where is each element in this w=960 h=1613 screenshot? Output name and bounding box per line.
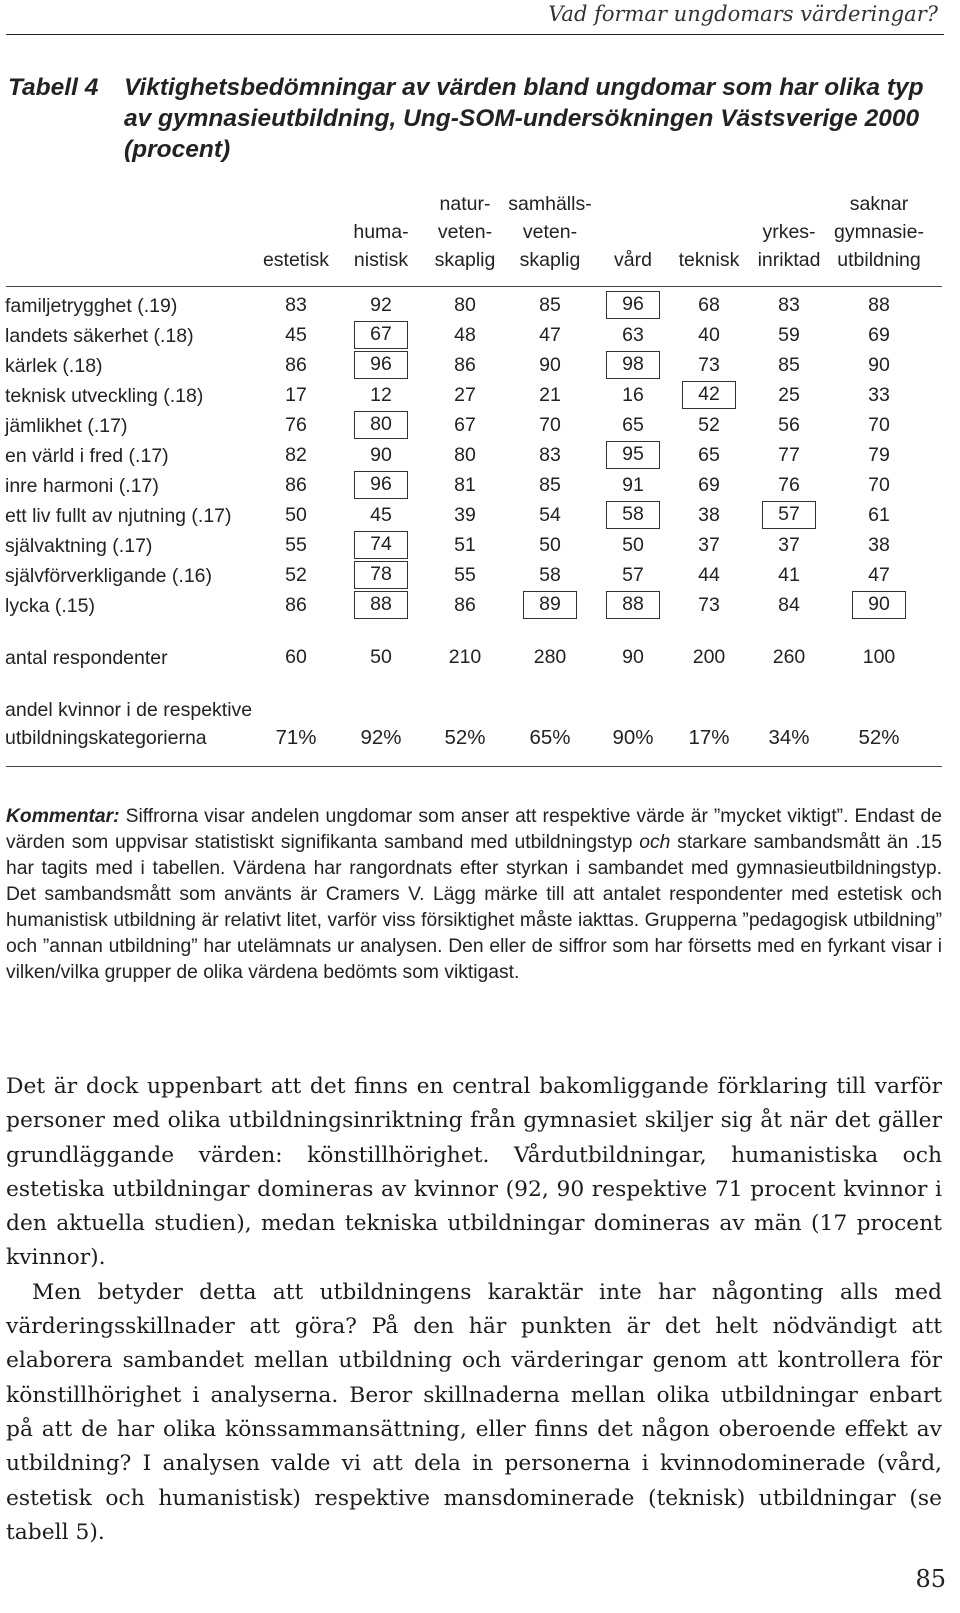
women-share-cell: 92% [360, 726, 402, 749]
table-cell: 76 [778, 474, 800, 496]
table-cell-highlighted: 57 [762, 501, 816, 529]
table-cell: 83 [539, 444, 561, 466]
comment-lead: Kommentar: [6, 806, 120, 827]
table-cell: 50 [539, 534, 561, 556]
respondents-cell: 50 [370, 646, 392, 668]
table-cell: 47 [868, 564, 890, 586]
table-cell-highlighted: 98 [606, 351, 660, 379]
table-cell: 70 [539, 414, 561, 436]
column-header-line: huma- [353, 221, 409, 243]
row-label: jämlikhet (.17) [5, 415, 128, 437]
respondents-cell: 60 [285, 646, 307, 668]
header-separator-rule [6, 286, 942, 287]
table-cell: 84 [778, 594, 800, 616]
table-cell: 40 [698, 324, 720, 346]
table-cell-highlighted: 78 [354, 561, 408, 589]
table-cell: 25 [778, 384, 800, 406]
table-cell-highlighted: 58 [606, 501, 660, 529]
table-cell: 91 [622, 474, 644, 496]
comment-text-2: starkare sambandsmått än .15 har tagits med i tabellen. Värdena har rangordnats efter styrkan i sambandet med gymnasieutbildningstyp. Det sambandsmått som använts är Cramers V. Lägg märke till att antalet respondenter med estetisk och humanistisk utbildning är relativt litet, varför viss försiktighet måste iakttas. Grupperna ”pedagogisk utbildning” och ”annan utbildning” har utelämnats ur analysen. Den eller de siffror som har försetts med en fyrkant visar i vilken/vilka grupper de olika värdena bedömts som viktigast. [6, 832, 942, 983]
women-share-cell: 34% [768, 726, 810, 749]
column-header-line: skaplig [434, 249, 496, 271]
table-cell: 88 [868, 294, 890, 316]
column-header-line: skaplig [519, 249, 581, 271]
table-cell-highlighted: 89 [523, 591, 577, 619]
table-cell: 77 [778, 444, 800, 466]
table-cell-highlighted: 80 [354, 411, 408, 439]
table-cell: 50 [622, 534, 644, 556]
respondents-cell: 260 [772, 646, 806, 668]
table-label: Tabell 4 [8, 74, 99, 101]
column-header [739, 184, 839, 274]
column-header-line: veten- [522, 221, 578, 243]
column-header-line: estetisk [262, 249, 330, 271]
table-cell: 85 [539, 474, 561, 496]
column-header-line: saknar [849, 193, 909, 215]
column-header-line: yrkes- [762, 221, 816, 243]
table-cell: 90 [868, 354, 890, 376]
table-cell: 65 [622, 414, 644, 436]
table-cell: 44 [698, 564, 720, 586]
row-label: teknisk utveckling (.18) [5, 385, 204, 407]
table-cell: 37 [778, 534, 800, 556]
row-label: kärlek (.18) [5, 355, 103, 377]
column-header-line: utbildning [837, 249, 921, 271]
women-share-label-line-2: utbildningskategorierna [5, 727, 207, 749]
table-cell: 86 [285, 594, 307, 616]
table-cell: 55 [285, 534, 307, 556]
women-share-label-line-1: andel kvinnor i de respektive [5, 699, 253, 721]
table-cell: 39 [454, 504, 476, 526]
table-cell: 55 [454, 564, 476, 586]
table-bottom-rule [6, 766, 942, 767]
women-share-cell: 90% [612, 726, 654, 749]
table-cell: 57 [622, 564, 644, 586]
respondents-cell: 200 [692, 646, 726, 668]
header-rule [6, 34, 944, 35]
table-cell: 37 [698, 534, 720, 556]
column-header-line: samhälls- [508, 193, 592, 215]
table-cell: 52 [698, 414, 720, 436]
table-cell: 79 [868, 444, 890, 466]
table-cell-highlighted: 42 [682, 381, 736, 409]
running-head [0, 0, 944, 34]
paragraph-1: Det är dock uppenbart att det finns en central bakomliggande förklaring till varför personer med olika utbildningsinriktning från gymnasiet skiljer sig åt när det gäller grundläggande värden: könstillhörighet. Vårdutbildningar, humanistiska och estetiska utbildningar domineras av kvinnor (92, 90 respektive 71 procent kvinnor i den aktuella studien), medan tekniska utbildningar domineras av män (17 procent kvinnor). [6, 1074, 942, 1271]
table-cell: 51 [454, 534, 476, 556]
women-share-cell: 17% [688, 726, 730, 749]
table-cell: 21 [539, 384, 561, 406]
respondents-cell: 90 [622, 646, 644, 668]
table-cell: 69 [868, 324, 890, 346]
table-cell: 61 [868, 504, 890, 526]
row-label: ett liv fullt av njutning (.17) [5, 505, 232, 527]
women-share-cell: 71% [275, 726, 317, 749]
table-cell-highlighted: 96 [354, 351, 408, 379]
table-cell: 70 [868, 474, 890, 496]
table-cell-highlighted: 96 [606, 291, 660, 319]
table-cell: 16 [622, 384, 644, 406]
respondents-label: antal respondenter [5, 647, 168, 669]
table-cell: 69 [698, 474, 720, 496]
page-number: 85 [915, 1565, 946, 1593]
table-cell-highlighted: 96 [354, 471, 408, 499]
table-cell: 33 [868, 384, 890, 406]
column-header-line: natur- [439, 193, 491, 215]
table-cell: 86 [285, 474, 307, 496]
table-cell: 67 [454, 414, 476, 436]
table-cell: 56 [778, 414, 800, 436]
table-cell: 65 [698, 444, 720, 466]
body-text [6, 1070, 942, 1550]
row-label: familjetrygghet (.19) [5, 295, 178, 317]
table-cell: 45 [370, 504, 392, 526]
table-cell: 86 [454, 354, 476, 376]
women-share-cell: 52% [858, 726, 900, 749]
table-cell: 27 [454, 384, 476, 406]
row-label: en värld i fred (.17) [5, 445, 169, 467]
table-cell: 54 [539, 504, 561, 526]
table-cell: 48 [454, 324, 476, 346]
table-cell: 85 [539, 294, 561, 316]
table-cell-highlighted: 74 [354, 531, 408, 559]
table-cell: 50 [285, 504, 307, 526]
table-cell: 83 [778, 294, 800, 316]
row-label: lycka (.15) [5, 595, 95, 617]
table-cell: 63 [622, 324, 644, 346]
table-cell: 73 [698, 354, 720, 376]
table-cell: 68 [698, 294, 720, 316]
table-title: Viktighetsbedömningar av värden bland ungdomar som har olika typ av gymnasieutbildning, Ung-SOM-undersökningen Västsverige 2000 (procent) [124, 74, 924, 163]
table-cell: 82 [285, 444, 307, 466]
table-comment [6, 804, 942, 986]
table-cell: 58 [539, 564, 561, 586]
women-share-cell: 65% [529, 726, 571, 749]
table-cell: 86 [454, 594, 476, 616]
table-cell: 86 [285, 354, 307, 376]
row-label: självförverkligande (.16) [5, 565, 213, 587]
column-header-line: gymnasie- [834, 221, 924, 243]
table-cell: 17 [285, 384, 307, 406]
table-cell: 52 [285, 564, 307, 586]
table-cell: 80 [454, 294, 476, 316]
table-cell-highlighted: 88 [606, 591, 660, 619]
column-header-line: teknisk [678, 249, 740, 271]
table-cell: 83 [285, 294, 307, 316]
respondents-cell: 100 [862, 646, 896, 668]
column-header-line: vård [614, 249, 652, 271]
table-cell: 92 [370, 294, 392, 316]
table-cell: 38 [868, 534, 890, 556]
column-header [829, 184, 929, 274]
table-cell-highlighted: 95 [606, 441, 660, 469]
respondents-cell: 210 [448, 646, 482, 668]
table-cell: 85 [778, 354, 800, 376]
row-label: landets säkerhet (.18) [5, 325, 194, 347]
table-cell-highlighted: 67 [354, 321, 408, 349]
table-cell: 59 [778, 324, 800, 346]
table-cell: 81 [454, 474, 476, 496]
comment-italic-word: och [639, 832, 671, 853]
respondents-cell: 280 [533, 646, 567, 668]
comment-text-1: Siffrorna visar andelen ungdomar som anser att respektive värde är ”mycket viktigt”. Endast de värden som uppvisar statistiskt signifikanta samband med utbildningstyp [6, 806, 942, 853]
table-cell: 47 [539, 324, 561, 346]
women-share-cell: 52% [444, 726, 486, 749]
table-cell: 80 [454, 444, 476, 466]
table-cell: 70 [868, 414, 890, 436]
column-header-line: nistisk [353, 249, 409, 271]
table-cell-highlighted: 88 [354, 591, 408, 619]
column-header-lines [739, 218, 839, 274]
table-cell: 45 [285, 324, 307, 346]
row-label: inre harmoni (.17) [5, 475, 159, 497]
running-head-title: Vad formar ungdomars värderingar? [548, 2, 938, 26]
table-cell: 12 [370, 384, 392, 406]
table-cell: 90 [370, 444, 392, 466]
paragraph-2: Men betyder detta att utbildningens karaktär inte har någonting alls med värderingsskillnader att göra? På den här punkten är det helt nödvändigt att elaborera sambandet mellan utbildning och värderingar genom att kontrollera för könstillhörighet i analyserna. Beror skillnaderna mellan olika utbildningar enbart på att de har olika könssammansättning, eller finns det någon oberoende effekt av utbildning? I analysen valde vi att dela in personerna i kvinnodominerade (vård, estetisk och humanistisk) respektive mansdominerade (teknisk) utbildningar (se tabell 5). [6, 1279, 942, 1545]
table-cell: 41 [778, 564, 800, 586]
table-cell: 73 [698, 594, 720, 616]
column-header-lines [829, 190, 929, 274]
column-header-line: inriktad [757, 249, 821, 271]
table-cell: 90 [539, 354, 561, 376]
table-cell: 38 [698, 504, 720, 526]
column-header-line: veten- [437, 221, 493, 243]
row-label: självaktning (.17) [5, 535, 153, 557]
table-cell-highlighted: 90 [852, 591, 906, 619]
table-cell: 76 [285, 414, 307, 436]
